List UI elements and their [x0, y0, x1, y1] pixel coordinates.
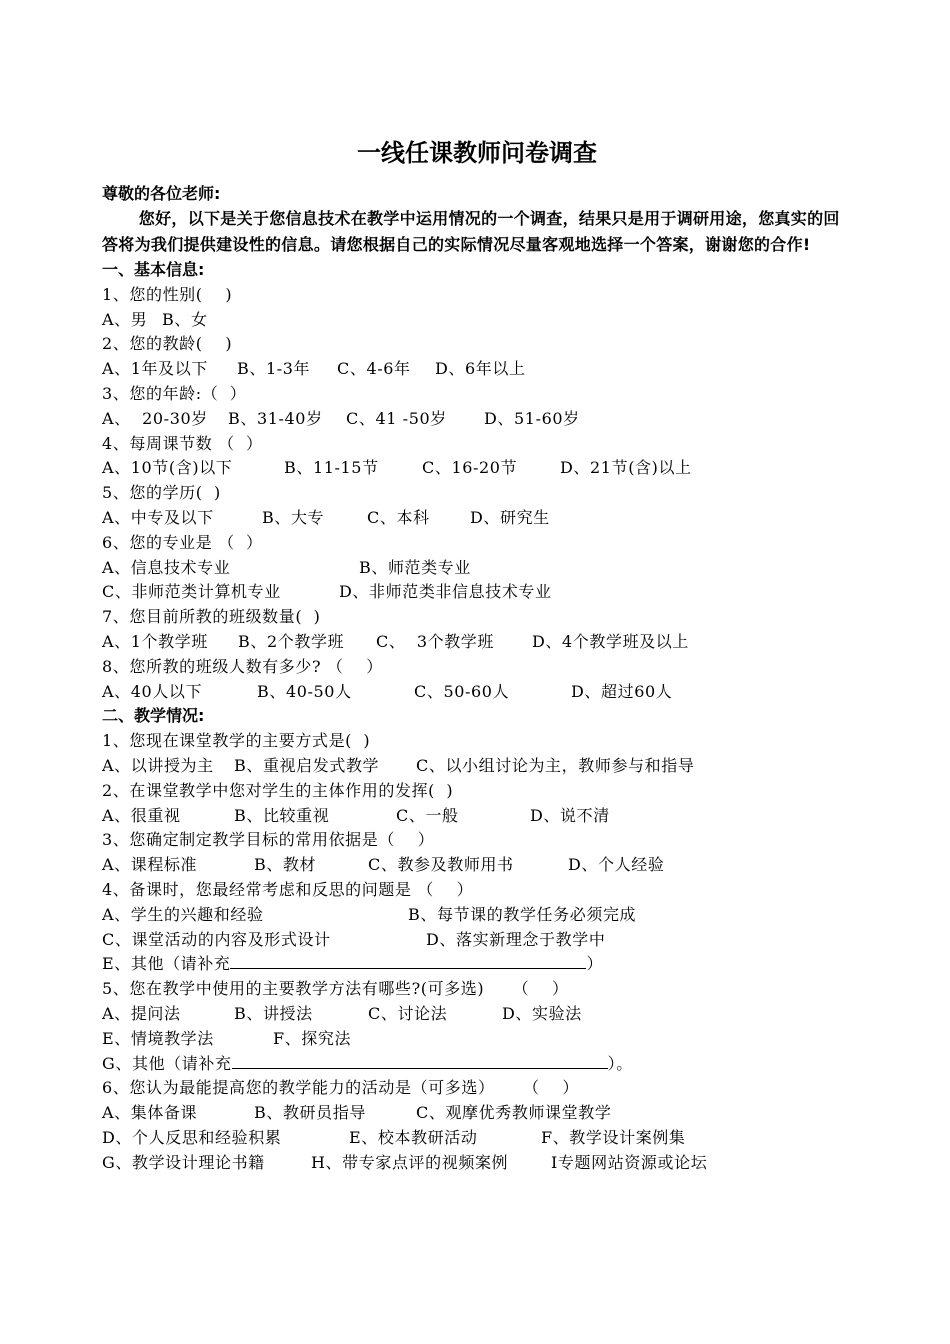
option: D、超过60人 — [571, 681, 673, 701]
options-row — [102, 1027, 852, 1052]
option: D、个人反思和经验积累 — [102, 1127, 282, 1147]
option: I专题网站资源或论坛 — [551, 1152, 708, 1172]
option: H、带专家点评的视频案例 — [311, 1152, 509, 1172]
option: A、 20-30岁 — [102, 408, 208, 428]
option: C、41 -50岁 — [346, 408, 447, 428]
option: A、信息技术专业 — [102, 557, 231, 577]
option: D、非师范类非信息技术专业 — [339, 582, 552, 602]
options-row — [102, 928, 852, 953]
option: C、本科 — [367, 507, 430, 527]
option: B、教研员指导 — [254, 1103, 366, 1123]
option: F、探究法 — [273, 1028, 352, 1048]
question: 4、备课时，您最经常考虑和反思的问题是 （ ） — [102, 879, 474, 899]
options-row — [102, 1002, 852, 1027]
option: A、以讲授为主 — [102, 755, 214, 775]
options-row — [102, 952, 852, 977]
question: 4、每周课节数 （ ） — [102, 433, 263, 453]
option: B、11-15节 — [284, 458, 379, 478]
options-row — [102, 1101, 852, 1126]
option: B、比较重视 — [234, 805, 330, 825]
option: A、40人以下 — [102, 681, 203, 701]
option: A、课程标准 — [102, 855, 198, 875]
fill-in-blank[interactable] — [230, 953, 586, 969]
option: C、课堂活动的内容及形式设计 — [102, 929, 331, 949]
option: A、1个教学班 — [102, 631, 208, 651]
option: B、教材 — [254, 855, 317, 875]
question: 6、您的专业是 （ ） — [102, 532, 263, 552]
option: A、很重视 — [102, 805, 181, 825]
options-row — [102, 630, 852, 655]
option: B、讲授法 — [234, 1003, 313, 1023]
options-row — [102, 903, 852, 928]
option: D、51-60岁 — [484, 408, 580, 428]
question: 8、您所教的班级人数有多少? （ ） — [102, 656, 383, 676]
fill-in-blank[interactable] — [232, 1053, 608, 1069]
option: C、观摩优秀教师课堂教学 — [416, 1103, 612, 1123]
option: D、说不清 — [530, 805, 610, 825]
question: 2、在课堂教学中您对学生的主体作用的发挥( ) — [102, 780, 454, 800]
section-heading-basic-info: 一、基本信息: — [102, 260, 205, 279]
option: A、集体备课 — [102, 1103, 198, 1123]
option: D、研究生 — [470, 507, 550, 527]
option: C、一般 — [396, 805, 459, 825]
options-row — [102, 580, 852, 605]
question: 3、您确定制定教学目标的常用依据是（ ） — [102, 830, 435, 850]
document — [102, 128, 852, 1175]
option: A、学生的兴趣和经验 — [102, 904, 264, 924]
question: 5、您在教学中使用的主要教学方法有哪些?(可多选) （ ） — [102, 979, 569, 999]
option: D、21节(含)以上 — [560, 458, 692, 478]
options-row — [102, 1126, 852, 1151]
option: B、40-50人 — [257, 681, 352, 701]
option: A、男 — [102, 309, 148, 329]
option: B、每节课的教学任务必须完成 — [408, 904, 637, 924]
options-row — [102, 308, 852, 333]
option: B、女 — [162, 309, 208, 329]
options-row — [102, 556, 852, 581]
option: B、重视启发式教学 — [234, 755, 380, 775]
option: C、4-6年 — [337, 359, 411, 379]
options-row — [102, 1151, 852, 1176]
option: B、2个教学班 — [238, 631, 345, 651]
option: A、提问法 — [102, 1003, 181, 1023]
options-row — [102, 506, 852, 531]
question: 1、您现在课堂教学的主要方式是( ) — [102, 731, 371, 751]
option: B、31-40岁 — [228, 408, 323, 428]
option: ）。 — [607, 1053, 633, 1073]
option: B、师范类专业 — [359, 557, 471, 577]
section-heading-teaching: 二、教学情况: — [102, 706, 205, 726]
option: B、大专 — [262, 507, 325, 527]
option: E、校本教研活动 — [349, 1127, 478, 1147]
option: A、1年及以下 — [102, 359, 208, 379]
option: E、其他（请补充 — [102, 954, 231, 974]
options-row — [102, 1052, 852, 1077]
option: G、教学设计理论书籍 — [102, 1152, 265, 1172]
question: 1、您的性别( ) — [102, 284, 233, 304]
option: C、讨论法 — [368, 1003, 448, 1023]
question: 5、您的学历( ) — [102, 483, 221, 503]
option: D、个人经验 — [568, 855, 665, 875]
options-row — [102, 804, 852, 829]
option: F、教学设计案例集 — [541, 1127, 686, 1147]
question: 6、您认为最能提高您的教学能力的活动是（可多选） （ ） — [102, 1078, 579, 1098]
options-row — [102, 357, 852, 382]
intro-paragraph: 您好，以下是关于您信息技术在教学中运用情况的一个调查，结果只是用于调研用途，您真实的回答将为我们提供建设性的信息。请您根据自己的实际情况尽量客观地选择一个答案，谢谢您的合作! — [102, 209, 840, 254]
option: C、50-60人 — [414, 681, 510, 701]
page-title: 一线任课教师问卷调查 — [357, 139, 597, 167]
option: D、落实新理念于教学中 — [426, 929, 606, 949]
options-row — [102, 754, 852, 779]
question: 3、您的年龄:（ ） — [102, 383, 247, 403]
option: D、4个教学班及以上 — [532, 631, 690, 651]
greeting: 尊敬的各位老师: — [102, 184, 221, 203]
option: C、以小组讨论为主，教师参与和指导 — [416, 755, 695, 775]
option: C、16-20节 — [422, 458, 518, 478]
option: C、非师范类计算机专业 — [102, 582, 281, 602]
option: E、情境教学法 — [102, 1028, 214, 1048]
option: A、10节(含)以下 — [102, 458, 233, 478]
option: D、6年以上 — [435, 359, 526, 379]
question: 7、您目前所教的班级数量( ) — [102, 607, 321, 627]
question: 2、您的教龄( ) — [102, 334, 233, 354]
options-row — [102, 680, 852, 705]
option: C、 3个教学班 — [376, 631, 494, 651]
option: C、教参及教师用书 — [368, 855, 514, 875]
option: A、中专及以下 — [102, 507, 214, 527]
option: G、其他（请补充 — [102, 1053, 232, 1073]
options-row — [102, 456, 852, 481]
options-row — [102, 407, 852, 432]
options-row — [102, 853, 852, 878]
option: D、实验法 — [502, 1003, 582, 1023]
option: ） — [586, 954, 604, 974]
option: B、1-3年 — [237, 359, 311, 379]
